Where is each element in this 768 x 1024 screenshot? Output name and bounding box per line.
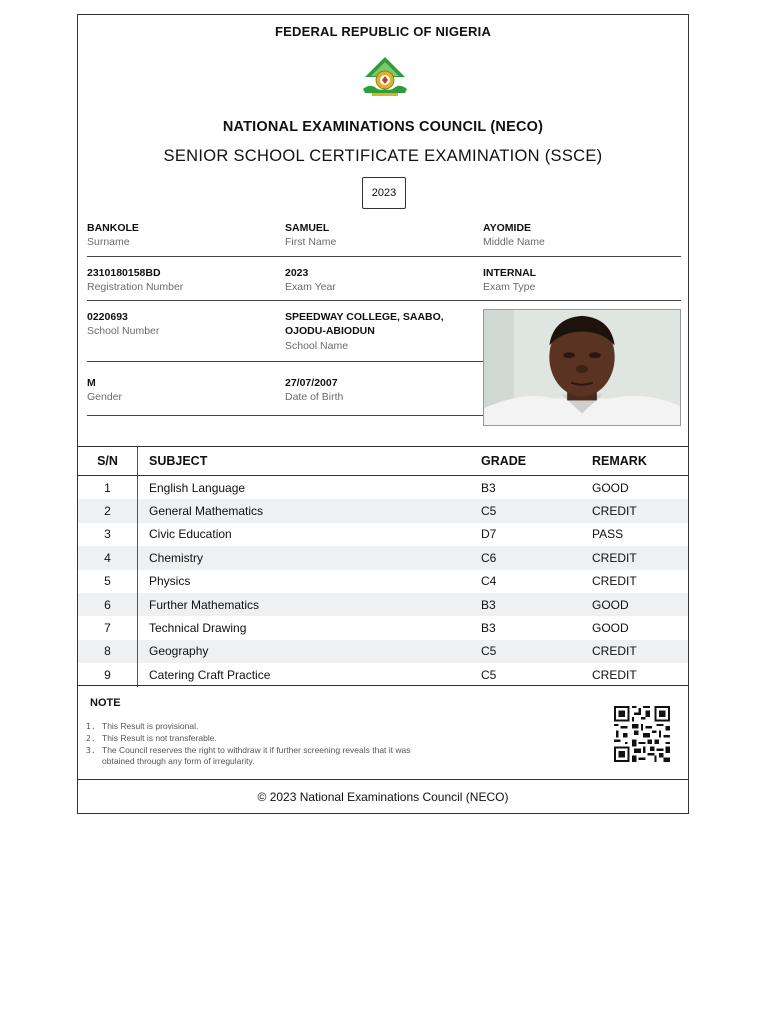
row-subject: Geography [138, 640, 482, 663]
column-header-remark: REMARK [592, 447, 688, 476]
row-remark: CREDIT [592, 640, 688, 663]
row-remark: GOOD [592, 593, 688, 616]
row-grade: C6 [481, 546, 592, 569]
neco-crest-icon [360, 55, 410, 97]
column-header-grade: GRADE [481, 447, 592, 476]
row-sn: 5 [78, 570, 138, 593]
row-remark: CREDIT [592, 574, 637, 589]
school-number-value: 0220693 [87, 311, 128, 323]
note-list [86, 721, 416, 768]
note-number: 3. [86, 745, 96, 755]
row-remark: GOOD [592, 621, 629, 636]
row-subject: General Mathematics [138, 499, 482, 522]
note-item [86, 745, 416, 769]
middle-name-field [483, 221, 545, 249]
table-row [78, 499, 688, 522]
qr-code-icon [614, 706, 670, 762]
row-grade: C5 [481, 499, 592, 522]
row-grade: C4 [481, 574, 497, 589]
row-grade: C5 [481, 640, 592, 663]
school-number-label: School Number [87, 325, 160, 337]
row-subject: Catering Craft Practice [149, 667, 271, 682]
table-row [78, 546, 688, 569]
table-row [78, 476, 688, 500]
row-subject: Physics [149, 574, 191, 589]
row-subject: Civic Education [149, 527, 232, 542]
note-item [86, 733, 416, 745]
table-row [78, 640, 688, 663]
first-name-field [285, 221, 336, 249]
exam-year-field [285, 266, 336, 294]
exam-type-field [483, 266, 536, 294]
divider [87, 361, 483, 362]
results-header-row [78, 447, 688, 476]
country-title: FEDERAL REPUBLIC OF NIGERIA [274, 24, 492, 39]
first-name-label: First Name [285, 236, 337, 248]
exam-type-value: INTERNAL [483, 267, 537, 279]
school-name-field [285, 310, 465, 353]
exam-year-box: 2023 [362, 177, 406, 209]
note-number: 2. [86, 733, 96, 743]
council-name: NATIONAL EXAMINATIONS COUNCIL (NECO) [222, 119, 544, 135]
registration-number-value: 2310180158BD [87, 267, 161, 279]
row-sn: 4 [78, 546, 138, 569]
surname-field [87, 221, 139, 249]
row-sn: 8 [78, 640, 138, 663]
first-name-value: SAMUEL [285, 222, 330, 234]
date-of-birth-label: Date of Birth [285, 391, 344, 403]
row-grade: C5 [481, 667, 497, 682]
registration-number-field [87, 266, 183, 294]
row-subject: Technical Drawing [149, 621, 247, 636]
gender-field [87, 376, 122, 404]
note-item [86, 721, 416, 733]
results-table [78, 446, 688, 687]
note-text: This Result is provisional. [102, 721, 199, 731]
exam-year-value: 2023 [285, 267, 309, 279]
table-row [78, 523, 688, 546]
school-number-field [87, 310, 159, 338]
table-row [78, 663, 688, 686]
row-remark: CREDIT [592, 667, 637, 682]
row-sn: 3 [78, 523, 138, 546]
candidate-photo [483, 309, 681, 426]
row-sn: 6 [78, 593, 138, 616]
column-header-subject: SUBJECT [138, 447, 482, 476]
note-section [78, 685, 688, 780]
surname-value: BANKOLE [87, 222, 139, 234]
date-of-birth-value: 27/07/2007 [285, 377, 338, 389]
exam-type-label: Exam Type [483, 281, 536, 293]
gender-label: Gender [87, 391, 123, 403]
school-name-value: SPEEDWAY COLLEGE, SAABO, OJODU-ABIODUN [285, 311, 444, 337]
divider [87, 256, 681, 257]
table-row [78, 570, 688, 593]
note-text: The Council reserves the right to withdraw it if further screening reveals that it was obtained through any form of irregularity. [102, 744, 411, 767]
row-remark: PASS [592, 527, 624, 542]
gender-value: M [87, 377, 96, 389]
table-row [78, 616, 688, 639]
exam-title: SENIOR SCHOOL CERTIFICATE EXAMINATION (SSCE) [163, 147, 603, 165]
middle-name-label: Middle Name [483, 236, 545, 248]
row-grade: D7 [481, 527, 497, 542]
row-grade: B3 [481, 480, 496, 495]
row-subject: Further Mathematics [138, 593, 482, 616]
note-text: This Result is not transferable. [102, 732, 217, 743]
surname-label: Surname [87, 236, 130, 248]
row-remark: CREDIT [592, 546, 688, 569]
footer-copyright: © 2023 National Examinations Council (NECO) [78, 779, 688, 814]
row-sn: 2 [78, 499, 138, 522]
row-subject: English Language [149, 480, 246, 495]
column-header-sn: S/N [78, 447, 138, 476]
school-name-label: School Name [285, 340, 349, 352]
registration-number-label: Registration Number [87, 281, 184, 293]
table-row [78, 593, 688, 616]
row-sn: 7 [78, 616, 138, 639]
divider [87, 300, 681, 301]
row-sn: 9 [78, 663, 138, 686]
divider [87, 415, 483, 416]
date-of-birth-field [285, 376, 343, 404]
row-grade: B3 [481, 593, 592, 616]
row-remark: GOOD [592, 480, 629, 495]
row-sn: 1 [78, 476, 138, 500]
row-grade: B3 [481, 621, 496, 636]
note-number: 1. [86, 722, 96, 731]
note-title: NOTE [90, 697, 121, 709]
row-subject: Chemistry [138, 546, 482, 569]
exam-year-label: Exam Year [285, 281, 336, 293]
row-remark: CREDIT [592, 499, 688, 522]
middle-name-value: AYOMIDE [483, 222, 532, 234]
result-document [77, 14, 689, 814]
